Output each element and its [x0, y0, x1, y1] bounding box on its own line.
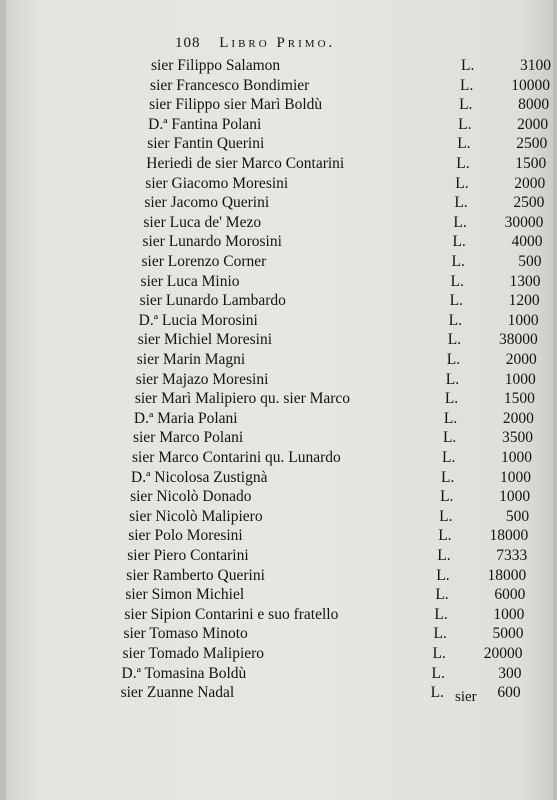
- ledger-row: [0, 311, 557, 330]
- ledger-row: [0, 154, 557, 173]
- entry-amount: 1300: [509, 272, 541, 290]
- entry-amount: 10000: [511, 76, 551, 94]
- entry-name: sier Majazo Moresini: [135, 370, 269, 388]
- entry-amount: 6000: [494, 586, 526, 604]
- entry-amount: 1200: [508, 292, 540, 310]
- entry-currency: L.: [436, 566, 450, 584]
- catchword: sier: [455, 689, 477, 705]
- ledger-row: [0, 468, 557, 487]
- entry-currency: L.: [452, 233, 466, 251]
- ledger-row: [0, 546, 557, 565]
- ledger-row: [0, 174, 557, 193]
- entry-amount: 1000: [501, 449, 532, 466]
- entry-name: D.ª Fantina Polani: [148, 115, 262, 133]
- entry-name: sier Filippo sier Marì Boldù: [149, 96, 323, 114]
- entry-name: sier Lorenzo Corner: [141, 253, 267, 270]
- ledger-row: [0, 526, 557, 545]
- entry-name: sier Fantin Querini: [147, 135, 265, 153]
- entry-name: sier Marco Polani: [132, 429, 244, 447]
- entry-name: sier Francesco Bondimier: [150, 76, 310, 94]
- ledger-row: [0, 76, 557, 95]
- ledger-row: [0, 389, 557, 408]
- entry-name: D.ª Maria Polani: [133, 409, 238, 427]
- entry-currency: L.: [439, 507, 453, 525]
- entry-currency: L.: [434, 605, 448, 623]
- entry-name: sier Marco Contarini qu. Lunardo: [132, 449, 341, 466]
- entry-name: Heriedi de sier Marco Contarini: [146, 155, 345, 172]
- entry-name: sier Lunardo Morosini: [142, 233, 282, 251]
- ledger-row: [0, 213, 557, 232]
- entry-currency: L.: [435, 586, 449, 604]
- entry-currency: L.: [432, 645, 446, 662]
- entry-currency: L.: [453, 213, 467, 231]
- entry-amount: 3500: [501, 429, 533, 447]
- entry-currency: L.: [442, 429, 457, 447]
- entry-name: sier Michiel Moresini: [137, 331, 272, 349]
- entry-currency: L.: [454, 194, 468, 212]
- entry-amount: 4000: [511, 233, 543, 251]
- entry-name: sier Piero Contarini: [127, 547, 249, 564]
- entry-currency: L.: [450, 272, 464, 290]
- entry-amount: 1500: [503, 390, 535, 408]
- entry-currency: L.: [445, 370, 460, 388]
- ledger-row: [0, 193, 557, 212]
- entry-currency: L.: [437, 547, 451, 564]
- entry-amount: 7333: [496, 547, 528, 564]
- entry-currency: L.: [451, 253, 465, 270]
- entry-amount: 1000: [499, 488, 531, 506]
- entry-currency: L.: [448, 311, 462, 329]
- ledger-row: [0, 585, 557, 604]
- entry-name: sier Tomaso Minoto: [123, 625, 248, 643]
- entry-currency: L.: [457, 135, 471, 153]
- entry-amount: 3100: [520, 57, 551, 74]
- entry-currency: L.: [460, 76, 474, 94]
- ledger-row: [0, 252, 557, 271]
- entry-amount: 500: [505, 507, 530, 525]
- entry-currency: L.: [446, 351, 461, 368]
- entry-amount: 2000: [505, 351, 537, 368]
- entry-name: D.ª Lucia Morosini: [138, 311, 258, 329]
- entry-name: sier Polo Moresini: [128, 527, 243, 545]
- entry-amount: 20000: [483, 645, 523, 662]
- page-number: 108: [175, 35, 201, 51]
- entry-name: sier Lunardo Lambardo: [139, 292, 286, 310]
- entry-currency: L.: [455, 174, 469, 192]
- entry-amount: 1500: [515, 155, 547, 172]
- entry-amount: 2500: [513, 194, 545, 212]
- entry-amount: 2000: [517, 115, 549, 133]
- entry-name: sier Marin Magni: [136, 351, 246, 368]
- entry-currency: L.: [440, 488, 454, 506]
- ledger-row: [0, 507, 557, 526]
- entry-currency: L.: [431, 664, 445, 682]
- entry-amount: 1000: [507, 311, 539, 329]
- ledger-row: [0, 566, 557, 585]
- ledger-row: [0, 428, 557, 447]
- entry-currency: L.: [441, 468, 455, 486]
- ledger-row: [0, 272, 557, 291]
- entry-name: D.ª Tomasina Boldù: [121, 664, 247, 682]
- entry-amount: 5000: [492, 625, 524, 643]
- entry-amount: 600: [497, 684, 521, 702]
- entry-name: sier Tomado Malipiero: [122, 645, 265, 662]
- entry-currency: L.: [442, 449, 456, 466]
- entry-currency: L.: [433, 625, 447, 643]
- entry-name: sier Luca Minio: [140, 272, 240, 290]
- entry-currency: L.: [459, 96, 473, 114]
- entry-name: sier Nicolò Donado: [130, 488, 252, 506]
- entry-name: sier Giacomo Moresini: [145, 174, 289, 192]
- ledger-row: [0, 487, 557, 506]
- ledger-row: [0, 291, 557, 310]
- ledger-row: [0, 624, 557, 643]
- entry-amount: 1000: [493, 605, 525, 623]
- entry-name: sier Jacomo Querini: [144, 194, 270, 212]
- entry-amount: 300: [498, 664, 522, 682]
- entry-name: sier Filippo Salamon: [151, 57, 281, 74]
- entry-currency: L.: [430, 684, 444, 702]
- entry-name: sier Ramberto Querini: [126, 566, 265, 584]
- entry-name: D.ª Nicolosa Zustignà: [131, 468, 268, 486]
- ledger-row: [0, 115, 557, 134]
- entry-name: sier Sipion Contarini e suo fratello: [124, 605, 339, 623]
- entry-amount: 2500: [516, 135, 548, 153]
- ledger-row: [0, 370, 557, 389]
- entry-currency: L.: [456, 155, 470, 172]
- entry-amount: 500: [518, 253, 542, 270]
- entry-name: sier Luca de' Mezo: [143, 213, 262, 231]
- page-title: Libro Primo.: [219, 35, 336, 51]
- ledger-row: [0, 664, 557, 683]
- entry-currency: L.: [438, 527, 452, 545]
- entry-currency: L.: [444, 390, 459, 408]
- ledger-row: [0, 350, 557, 369]
- entry-currency: L.: [461, 57, 475, 74]
- entry-currency: L.: [443, 409, 458, 427]
- ledger-row: [0, 232, 557, 251]
- entry-amount: 1000: [504, 370, 536, 388]
- entry-name: sier Nicolò Malipiero: [129, 507, 263, 525]
- entry-amount: 18000: [489, 527, 529, 545]
- entry-name: sier Marì Malipiero qu. sier Marco: [134, 390, 351, 408]
- entry-currency: L.: [458, 115, 472, 133]
- ledger-row: [0, 330, 557, 349]
- ledger-row: [0, 409, 557, 428]
- entry-amount: 2000: [502, 409, 534, 427]
- entry-amount: 1000: [500, 468, 532, 486]
- entry-currency: L.: [447, 331, 462, 349]
- ledger-row: [0, 95, 557, 114]
- entry-name: sier Simon Michiel: [125, 586, 245, 604]
- entry-amount: 2000: [514, 174, 546, 192]
- ledger-row: [0, 605, 557, 624]
- entry-name: sier Zuanne Nadal: [120, 684, 235, 702]
- ledger-row: [0, 448, 557, 467]
- running-header: [175, 35, 335, 52]
- entry-amount: 18000: [487, 566, 527, 584]
- ledger-row: [0, 134, 557, 153]
- entry-amount: 8000: [518, 96, 550, 114]
- ledger-row: [0, 56, 557, 75]
- ledger-row: [0, 644, 557, 663]
- entry-currency: L.: [449, 292, 463, 310]
- entry-amount: 38000: [498, 331, 538, 349]
- entry-amount: 30000: [504, 213, 544, 231]
